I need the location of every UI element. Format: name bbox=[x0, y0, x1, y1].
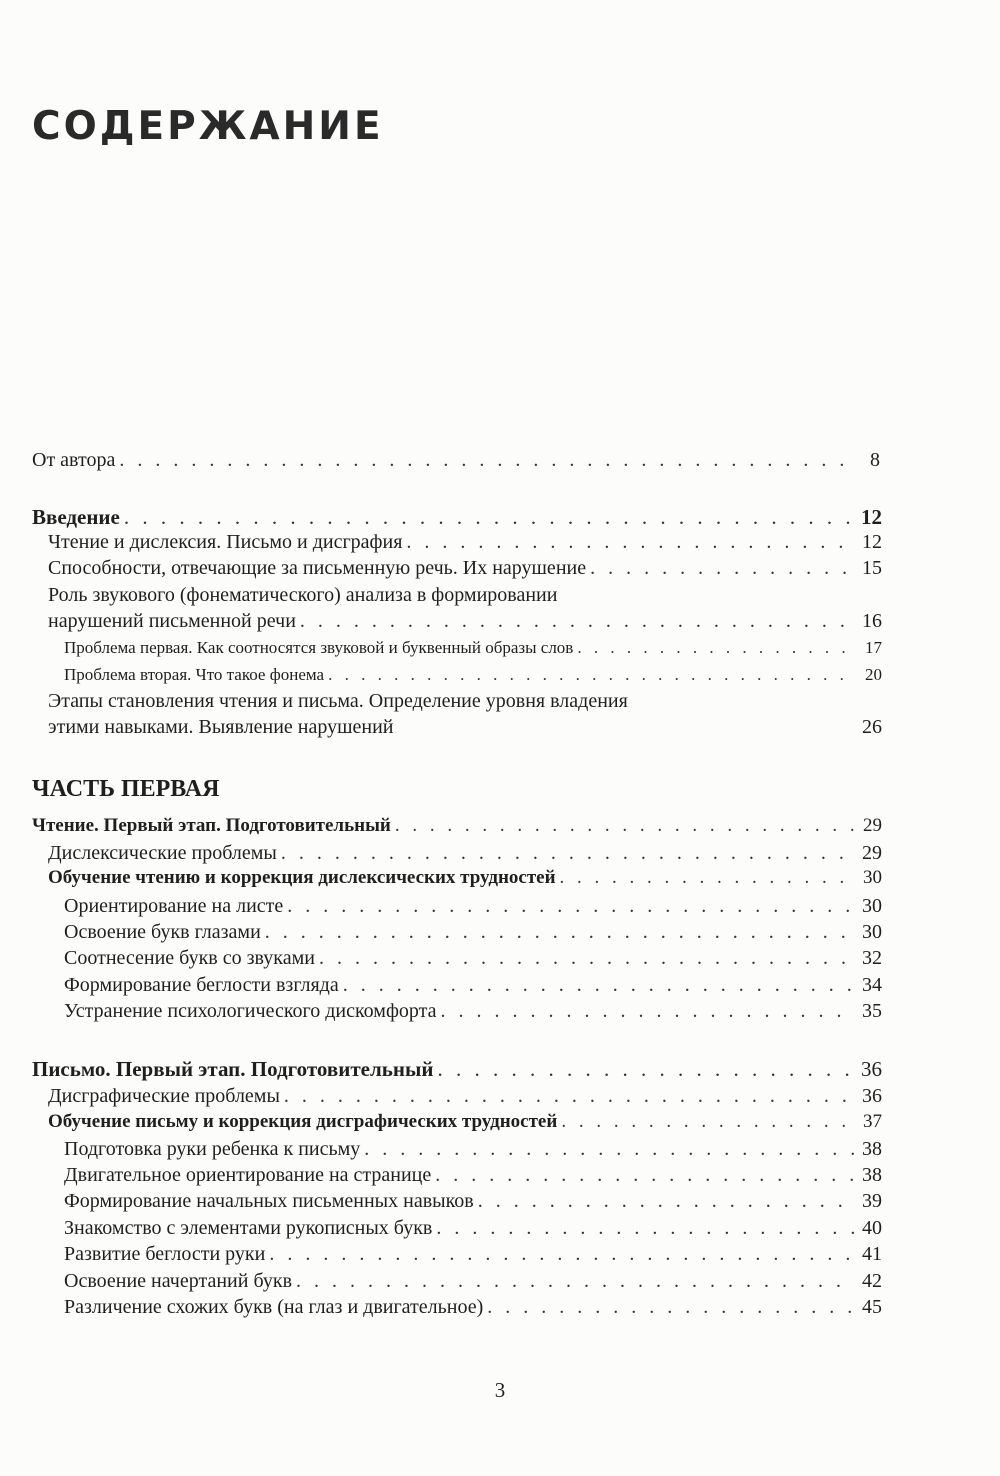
toc-page-number: 16 bbox=[862, 610, 882, 632]
dot-leader bbox=[561, 1111, 854, 1133]
toc-page-number: 8 bbox=[870, 449, 880, 471]
dot-leader bbox=[284, 1085, 854, 1108]
toc-page-number: 12 bbox=[861, 505, 882, 529]
toc-page-number: 41 bbox=[862, 1243, 882, 1265]
toc-entry bbox=[64, 1217, 882, 1240]
toc-page-number: 38 bbox=[862, 1164, 882, 1186]
toc-page-number: 37 bbox=[863, 1111, 882, 1132]
dot-leader bbox=[441, 1000, 854, 1023]
toc-entry-title: Устранение психологического дискомфорта bbox=[64, 1000, 437, 1022]
toc-entry-title-continued: этими навыками. Выявление нарушений bbox=[48, 716, 394, 738]
dot-leader bbox=[395, 815, 854, 837]
dot-leader bbox=[560, 867, 854, 889]
toc-page-number: 30 bbox=[862, 921, 882, 943]
toc-entry-title: Этапы становления чтения и письма. Определение уровня владения bbox=[48, 690, 628, 712]
toc-entry bbox=[32, 1057, 882, 1082]
toc-entry-title: Проблема вторая. Что такое фонема bbox=[64, 665, 325, 684]
dot-leader bbox=[343, 974, 854, 997]
toc-page-number: 30 bbox=[863, 867, 882, 888]
toc-entry bbox=[48, 1085, 882, 1108]
toc-entry bbox=[48, 867, 882, 889]
dot-leader bbox=[435, 1164, 854, 1187]
toc-page-number: 30 bbox=[862, 895, 882, 917]
toc-entry-title: Чтение. Первый этап. Подготовительный bbox=[32, 815, 391, 836]
toc-page-number: 26 bbox=[862, 716, 882, 738]
dot-leader bbox=[590, 557, 854, 580]
toc-entry bbox=[48, 716, 882, 739]
dot-leader bbox=[281, 842, 854, 865]
toc-entry-title: Формирование начальных письменных навыков bbox=[64, 1190, 474, 1212]
dot-leader bbox=[436, 1217, 854, 1240]
toc-entry-title: Введение bbox=[32, 505, 120, 529]
toc-page-number: 29 bbox=[862, 842, 882, 864]
toc-page-number: 17 bbox=[865, 638, 882, 657]
toc-entry-title: Знакомство с элементами рукописных букв bbox=[64, 1217, 433, 1239]
toc-page-number: 29 bbox=[863, 815, 882, 836]
toc-entry-title: Развитие беглости руки bbox=[64, 1243, 266, 1265]
dot-leader bbox=[296, 1270, 854, 1293]
toc-entry bbox=[48, 531, 882, 554]
toc-page-number: 42 bbox=[862, 1270, 882, 1292]
toc-page-number: 39 bbox=[862, 1190, 882, 1212]
dot-leader bbox=[287, 895, 854, 918]
toc-entry bbox=[48, 610, 882, 633]
dot-leader bbox=[437, 1057, 854, 1082]
toc-entry bbox=[64, 947, 882, 970]
toc-entry bbox=[32, 505, 882, 530]
toc-page-number: 36 bbox=[862, 1085, 882, 1107]
toc-entry bbox=[64, 665, 882, 685]
toc-entry bbox=[64, 1243, 882, 1266]
dot-leader bbox=[478, 1190, 854, 1213]
toc-page-number: 40 bbox=[862, 1217, 882, 1239]
toc-entry bbox=[64, 1190, 882, 1213]
toc-entry bbox=[64, 974, 882, 997]
toc-entry-title: Освоение начертаний букв bbox=[64, 1270, 293, 1292]
dot-leader bbox=[265, 921, 854, 944]
toc-entry-title: Обучение письму и коррекция дисграфических трудностей bbox=[48, 1111, 558, 1132]
toc-entry bbox=[48, 1111, 882, 1133]
toc-page-number: 38 bbox=[862, 1138, 882, 1160]
toc-entry-title: Освоение букв глазами bbox=[64, 921, 261, 943]
part-heading: ЧАСТЬ ПЕРВАЯ bbox=[32, 776, 220, 802]
toc-entry bbox=[32, 449, 880, 472]
toc-entry bbox=[32, 815, 882, 837]
page-number: 3 bbox=[494, 1378, 506, 1402]
dot-leader bbox=[124, 505, 854, 530]
toc-page-number: 34 bbox=[862, 974, 882, 996]
toc-entry-title: Двигательное ориентирование на странице bbox=[64, 1164, 432, 1186]
dot-leader bbox=[319, 947, 854, 970]
dot-leader bbox=[577, 638, 854, 658]
toc-entry-title: Соотнесение букв со звуками bbox=[64, 947, 315, 969]
toc-entry bbox=[64, 921, 882, 944]
toc-entry-title: Роль звукового (фонематического) анализа в формировании bbox=[48, 584, 558, 606]
toc-entry bbox=[64, 895, 882, 918]
toc-page-number: 20 bbox=[865, 665, 882, 684]
dot-leader bbox=[406, 531, 854, 554]
toc-entry-title: Способности, отвечающие за письменную речь. Их нарушение bbox=[48, 557, 587, 579]
toc-entry bbox=[64, 1270, 882, 1293]
toc-entry bbox=[48, 842, 882, 865]
toc-entry bbox=[64, 638, 882, 658]
toc-entry-title: Различение схожих букв (на глаз и двигательное) bbox=[64, 1296, 484, 1318]
toc-page-number: 15 bbox=[862, 557, 882, 579]
dot-leader bbox=[119, 449, 852, 472]
page-title: СОДЕРЖАНИЕ bbox=[32, 104, 384, 149]
toc-entry bbox=[64, 1138, 882, 1161]
dot-leader bbox=[364, 1138, 854, 1161]
toc-entry bbox=[48, 557, 882, 580]
toc-entry-title: Подготовка руки ребенка к письму bbox=[64, 1138, 361, 1160]
toc-entry-title: Дисграфические проблемы bbox=[48, 1085, 280, 1107]
dot-leader bbox=[300, 610, 854, 633]
toc-page-number: 36 bbox=[861, 1057, 882, 1081]
toc-entry-title: Ориентирование на листе bbox=[64, 895, 284, 917]
toc-entry-title: Дислексические проблемы bbox=[48, 842, 277, 864]
dot-leader bbox=[269, 1243, 854, 1266]
toc-entry bbox=[64, 1164, 882, 1187]
toc-entry bbox=[64, 1000, 882, 1023]
toc-entry-title-continued: нарушений письменной речи bbox=[48, 610, 296, 632]
toc-entry-title: Проблема первая. Как соотносятся звуковой и буквенный образы слов bbox=[64, 638, 574, 657]
toc-entry bbox=[64, 1296, 882, 1319]
toc-page-number: 35 bbox=[862, 1000, 882, 1022]
dot-leader bbox=[328, 665, 854, 685]
toc-page-number: 12 bbox=[862, 531, 882, 553]
toc-entry-title: Чтение и дислексия. Письмо и дисграфия bbox=[48, 531, 403, 553]
toc-entry-title: От автора bbox=[32, 449, 116, 471]
toc-page-number: 45 bbox=[862, 1296, 882, 1318]
dot-leader bbox=[487, 1296, 854, 1319]
toc-entry-title: Обучение чтению и коррекция дислексических трудностей bbox=[48, 867, 556, 888]
toc-page-number: 32 bbox=[862, 947, 882, 969]
toc-entry-title: Формирование беглости взгляда bbox=[64, 974, 339, 996]
toc-entry-title: Письмо. Первый этап. Подготовительный bbox=[32, 1057, 434, 1081]
